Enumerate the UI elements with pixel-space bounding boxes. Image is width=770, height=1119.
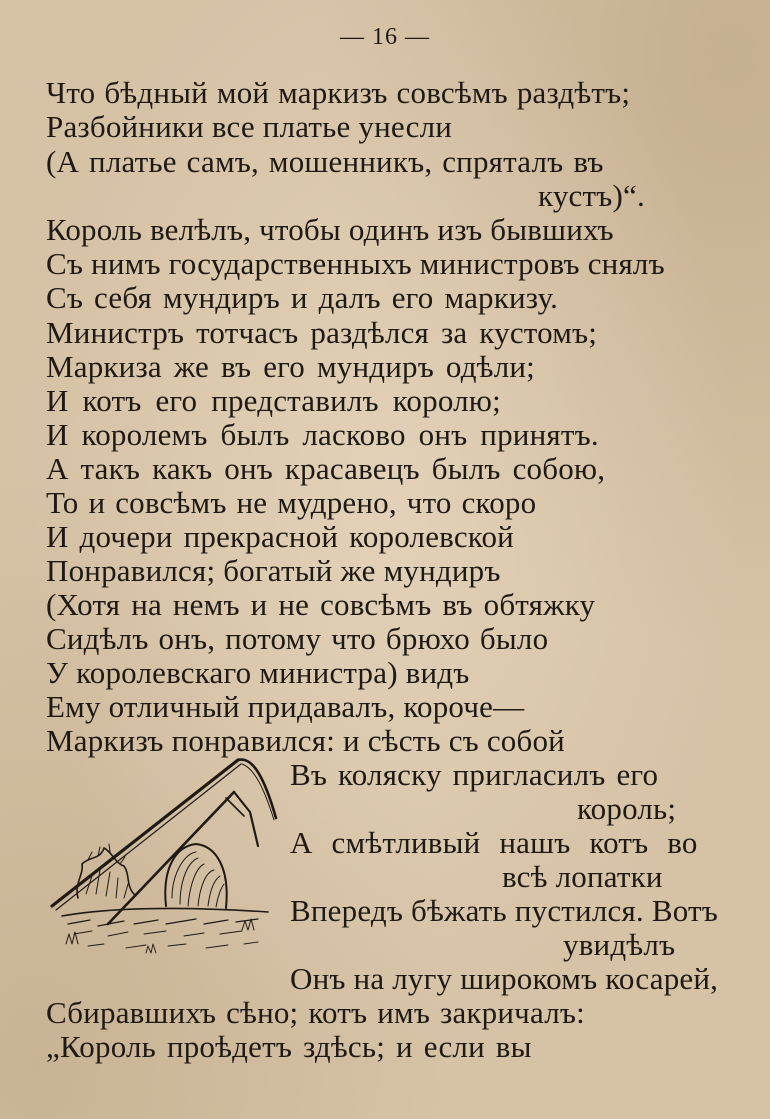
text-line: И дочери прекрасной королевской [46, 519, 514, 554]
text-line: Ему отличный придавалъ, короче— [46, 689, 525, 724]
text-line: То и совсѣмъ не мудрено, что скоро [46, 485, 537, 520]
text-line: Понравился; богатый же мундиръ [46, 553, 501, 588]
text-line: Съ себя мундиръ и далъ его маркизу. [46, 280, 559, 315]
text-line: И котъ его представилъ королю; [46, 383, 501, 418]
text-line: А такъ какъ онъ красавецъ былъ собою, [46, 451, 606, 486]
text-line: Что бѣдный мой маркизъ совсѣмъ раздѣтъ; [46, 75, 631, 110]
text-line: Маркиза же въ его мундиръ одѣли; [46, 349, 535, 384]
text-line: всѣ лопатки [502, 859, 663, 894]
text-line: И королемъ былъ ласково онъ принятъ. [46, 417, 599, 452]
text-line: Сидѣлъ онъ, потому что брюхо было [46, 621, 549, 656]
text-line: Сбиравшихъ сѣно; котъ имъ закричалъ: [46, 995, 585, 1030]
text-line: король; [577, 791, 677, 826]
text-line: Съ нимъ государственныхъ министровъ снялъ [46, 246, 665, 281]
text-line: Маркизъ понравился: и сѣсть съ собой [46, 723, 565, 758]
text-line: Онъ на лугу широкомъ косарей, [290, 961, 719, 996]
page-number: — 16 — [340, 24, 430, 50]
scythe-haystack-illustration [38, 748, 288, 963]
text-line: кустъ)“. [538, 178, 645, 213]
text-line: (Хотя на немъ и не совсѣмъ въ обтяжку [46, 587, 596, 622]
text-line: Разбойники все платье унесли [46, 109, 453, 144]
text-line: Въ коляску пригласилъ его [290, 757, 659, 792]
text-line: „Король проѣдетъ здѣсь; и если вы [46, 1029, 532, 1064]
text-line: Министръ тотчасъ раздѣлся за кустомъ; [46, 315, 598, 350]
text-line: У королевскаго министра) видъ [46, 655, 470, 690]
text-line: Впередъ бѣжать пустился. Вотъ [290, 893, 718, 928]
text-line: увидѣлъ [563, 927, 676, 962]
text-line: (А платье самъ, мошенникъ, спряталъ въ [46, 144, 604, 179]
text-line: А смѣтливый нашъ котъ во [290, 825, 698, 860]
text-line: Король велѣлъ, чтобы одинъ изъ бывшихъ [46, 212, 614, 247]
